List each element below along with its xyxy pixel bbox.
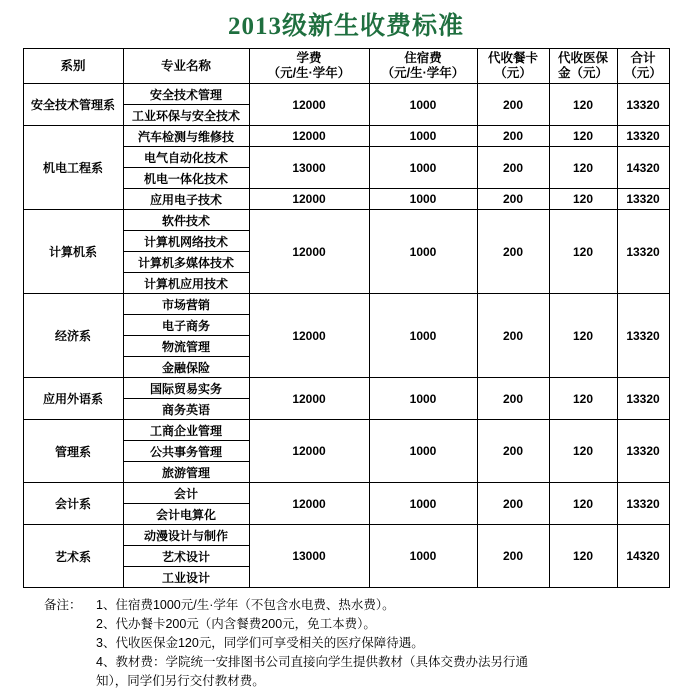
cell-major: 金融保险 xyxy=(123,357,249,378)
cell-major: 公共事务管理 xyxy=(123,441,249,462)
cell-total: 14320 xyxy=(617,147,669,189)
cell-meal-card: 200 xyxy=(477,210,549,294)
cell-tuition: 12000 xyxy=(249,378,369,420)
cell-medical-insurance: 120 xyxy=(549,420,617,483)
table-row xyxy=(23,420,669,441)
note-line: 1、住宿费1000元/生·学年（不包含水电费、热水费）。 xyxy=(96,598,395,612)
table-row xyxy=(23,294,669,315)
cell-major: 商务英语 xyxy=(123,399,249,420)
cell-major: 会计 xyxy=(123,483,249,504)
cell-dorm-fee: 1000 xyxy=(369,483,477,525)
cell-major: 物流管理 xyxy=(123,336,249,357)
cell-major: 工业环保与安全技术 xyxy=(123,105,249,126)
cell-major: 汽车检测与维修技 xyxy=(123,126,249,147)
cell-total: 13320 xyxy=(617,378,669,420)
column-header-meal-card-line1: 代收餐卡 xyxy=(487,51,538,65)
cell-major: 电气自动化技术 xyxy=(123,147,249,168)
table-body xyxy=(23,84,669,588)
note-line: 2、代办餐卡200元（内含餐费200元，免工本费）。 xyxy=(96,617,376,631)
note-line: 3、代收医保金120元，同学们可享受相关的医疗保障待遇。 xyxy=(96,636,424,650)
cell-medical-insurance: 120 xyxy=(549,126,617,147)
note-line: 知），同学们另行交付教材费。 xyxy=(96,674,265,688)
column-header-dorm-line2: （元/生·学年） xyxy=(381,66,465,80)
page-title: 2013级新生收费标准 xyxy=(227,13,464,40)
cell-department: 会计系 xyxy=(23,483,123,525)
cell-major: 动漫设计与制作 xyxy=(123,525,249,546)
cell-major: 工业设计 xyxy=(123,567,249,588)
cell-department: 应用外语系 xyxy=(23,378,123,420)
cell-dorm-fee: 1000 xyxy=(369,147,477,189)
cell-dorm-fee: 1000 xyxy=(369,525,477,588)
table-row xyxy=(23,525,669,546)
cell-department: 艺术系 xyxy=(23,525,123,588)
cell-medical-insurance: 120 xyxy=(549,525,617,588)
cell-total: 13320 xyxy=(617,189,669,210)
cell-major: 国际贸易实务 xyxy=(123,378,249,399)
cell-tuition: 12000 xyxy=(249,84,369,126)
column-header-tuition-line1: 学费 xyxy=(296,51,322,65)
column-header-total-line2: （元） xyxy=(624,66,662,80)
cell-dorm-fee: 1000 xyxy=(369,126,477,147)
cell-major: 计算机多媒体技术 xyxy=(123,252,249,273)
fee-standard-table xyxy=(23,48,670,588)
cell-dorm-fee: 1000 xyxy=(369,378,477,420)
cell-tuition: 12000 xyxy=(249,483,369,525)
cell-department: 管理系 xyxy=(23,420,123,483)
table-row xyxy=(23,378,669,399)
cell-tuition: 12000 xyxy=(249,420,369,483)
column-header-department: 系别 xyxy=(23,49,123,84)
notes-section xyxy=(0,596,692,691)
column-header-tuition-line2: （元/生·学年） xyxy=(267,66,351,80)
cell-meal-card: 200 xyxy=(477,294,549,378)
cell-major: 艺术设计 xyxy=(123,546,249,567)
column-header-total xyxy=(617,49,669,84)
cell-medical-insurance: 120 xyxy=(549,483,617,525)
cell-tuition: 13000 xyxy=(249,147,369,189)
column-header-medical-insurance-line1: 代收医保 xyxy=(557,51,608,65)
column-header-meal-card xyxy=(477,49,549,84)
cell-tuition: 12000 xyxy=(249,126,369,147)
table-row xyxy=(23,210,669,231)
cell-total: 13320 xyxy=(617,84,669,126)
cell-meal-card: 200 xyxy=(477,483,549,525)
cell-major: 安全技术管理 xyxy=(123,84,249,105)
column-header-major: 专业名称 xyxy=(123,49,249,84)
cell-dorm-fee: 1000 xyxy=(369,189,477,210)
cell-major: 软件技术 xyxy=(123,210,249,231)
column-header-dorm xyxy=(369,49,477,84)
column-header-tuition xyxy=(249,49,369,84)
column-header-medical-insurance xyxy=(549,49,617,84)
cell-total: 13320 xyxy=(617,420,669,483)
cell-meal-card: 200 xyxy=(477,84,549,126)
column-header-meal-card-line2: （元） xyxy=(494,66,532,80)
cell-medical-insurance: 120 xyxy=(549,147,617,189)
cell-tuition: 12000 xyxy=(249,294,369,378)
cell-major: 计算机应用技术 xyxy=(123,273,249,294)
cell-dorm-fee: 1000 xyxy=(369,420,477,483)
cell-medical-insurance: 120 xyxy=(549,378,617,420)
cell-total: 13320 xyxy=(617,294,669,378)
cell-tuition: 13000 xyxy=(249,525,369,588)
cell-medical-insurance: 120 xyxy=(549,294,617,378)
notes-list xyxy=(96,596,674,691)
table-header-row xyxy=(23,49,669,84)
cell-meal-card: 200 xyxy=(477,126,549,147)
cell-meal-card: 200 xyxy=(477,189,549,210)
cell-tuition: 12000 xyxy=(249,210,369,294)
note-line: 4、教材费：学院统一安排图书公司直接向学生提供教材（具体交费办法另行通 xyxy=(96,655,528,669)
column-header-total-line1: 合计 xyxy=(630,51,656,65)
cell-major: 机电一体化技术 xyxy=(123,168,249,189)
cell-medical-insurance: 120 xyxy=(549,210,617,294)
cell-major: 旅游管理 xyxy=(123,462,249,483)
cell-medical-insurance: 120 xyxy=(549,84,617,126)
cell-medical-insurance: 120 xyxy=(549,189,617,210)
cell-major: 计算机网络技术 xyxy=(123,231,249,252)
table-row xyxy=(23,84,669,105)
cell-meal-card: 200 xyxy=(477,378,549,420)
cell-major: 市场营销 xyxy=(123,294,249,315)
cell-dorm-fee: 1000 xyxy=(369,210,477,294)
cell-major: 应用电子技术 xyxy=(123,189,249,210)
cell-total: 13320 xyxy=(617,126,669,147)
cell-major: 电子商务 xyxy=(123,315,249,336)
cell-meal-card: 200 xyxy=(477,147,549,189)
cell-department: 安全技术管理系 xyxy=(23,84,123,126)
cell-total: 13320 xyxy=(617,483,669,525)
cell-dorm-fee: 1000 xyxy=(369,84,477,126)
column-header-medical-insurance-line2: 金（元） xyxy=(557,66,608,80)
column-header-dorm-line1: 住宿费 xyxy=(404,51,442,65)
cell-dorm-fee: 1000 xyxy=(369,294,477,378)
cell-tuition: 12000 xyxy=(249,189,369,210)
table-row xyxy=(23,126,669,147)
cell-meal-card: 200 xyxy=(477,420,549,483)
cell-total: 14320 xyxy=(617,525,669,588)
cell-department: 机电工程系 xyxy=(23,126,123,210)
table-row xyxy=(23,483,669,504)
cell-total: 13320 xyxy=(617,210,669,294)
cell-major: 会计电算化 xyxy=(123,504,249,525)
cell-major: 工商企业管理 xyxy=(123,420,249,441)
notes-label: 备注： xyxy=(44,598,82,612)
cell-meal-card: 200 xyxy=(477,525,549,588)
cell-department: 经济系 xyxy=(23,294,123,378)
cell-department: 计算机系 xyxy=(23,210,123,294)
